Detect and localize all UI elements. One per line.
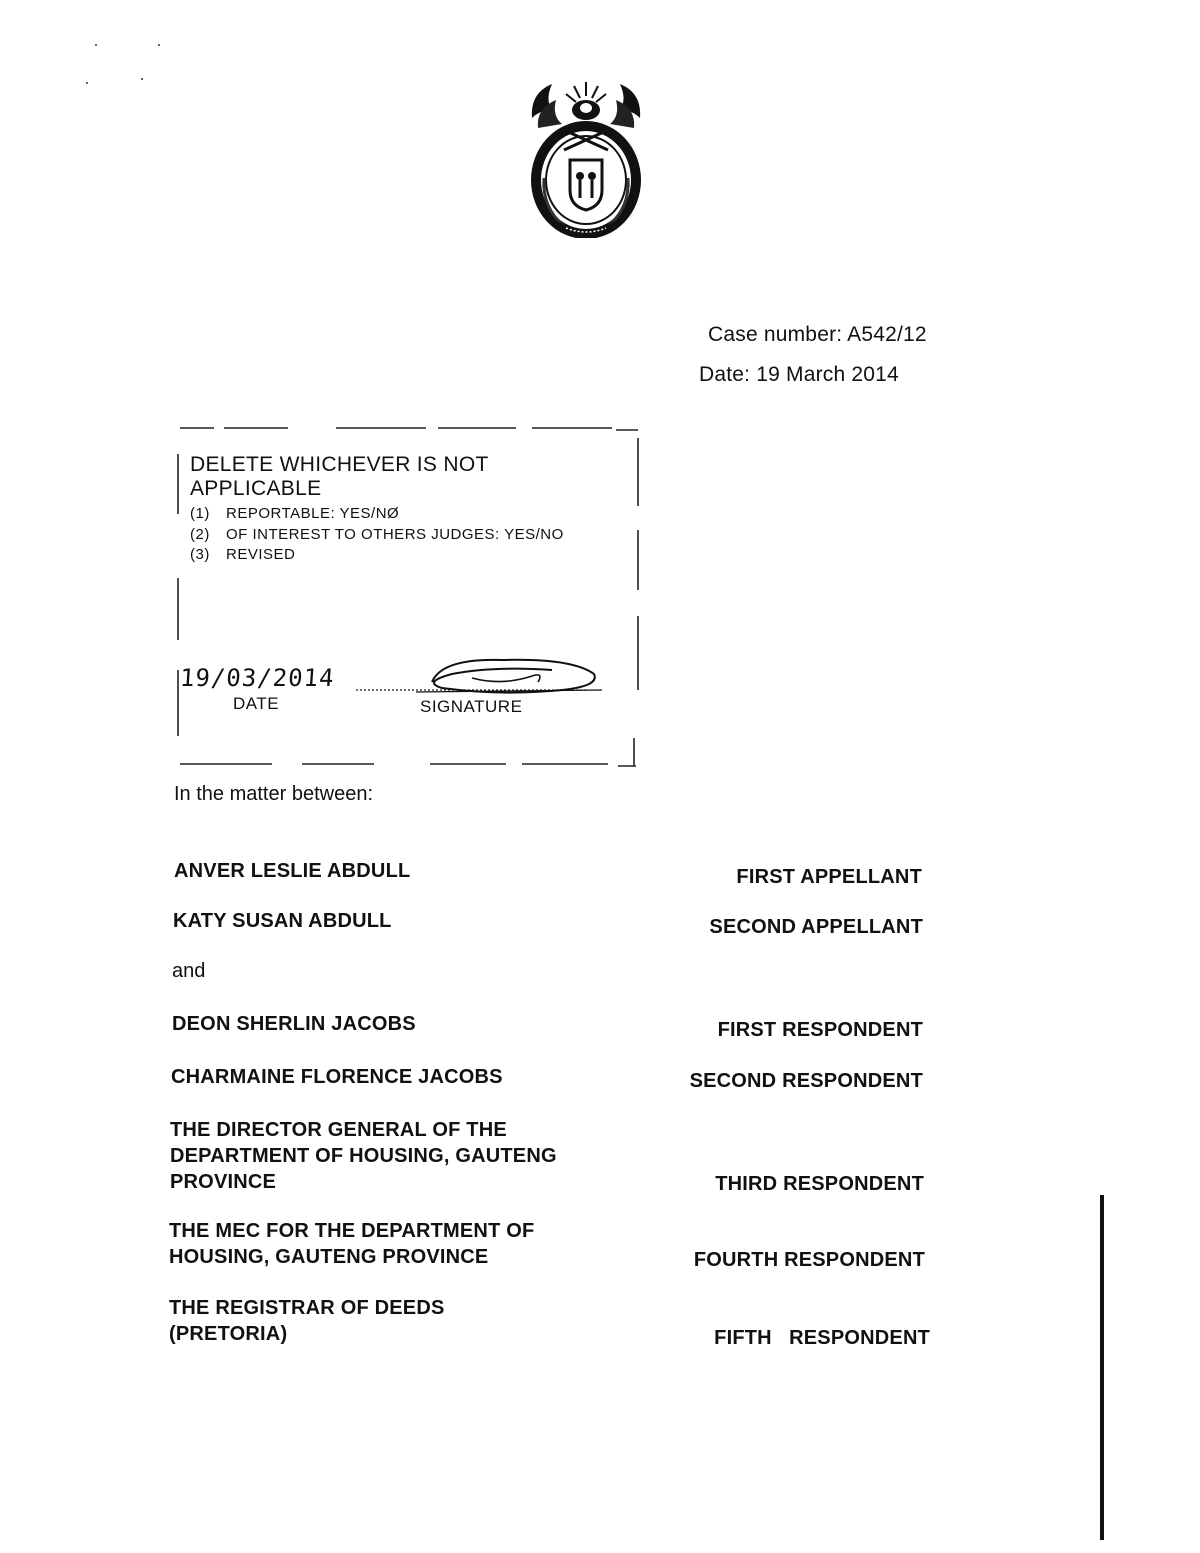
- signature-label: SIGNATURE: [420, 697, 523, 716]
- delete-box-item: [190, 525, 564, 545]
- party-name-line: ANVER LESLIE ABDULL: [174, 860, 411, 882]
- scan-speck: [86, 82, 88, 84]
- party-name: [169, 1295, 445, 1347]
- judgment-date: Date: 19 March 2014: [699, 363, 899, 386]
- case-number: Case number: A542/12: [708, 323, 927, 346]
- party-name: [171, 1064, 503, 1090]
- scan-speck: [158, 44, 160, 46]
- party-role: SECOND APPELLANT: [709, 916, 923, 938]
- party-name: [172, 1011, 416, 1037]
- party-name-line: CHARMAINE FLORENCE JACOBS: [171, 1066, 503, 1088]
- scan-speck: [95, 44, 97, 46]
- party-role: THIRD RESPONDENT: [715, 1173, 924, 1195]
- party-name-line: PROVINCE: [170, 1171, 277, 1193]
- party-name-line: KATY SUSAN ABDULL: [173, 910, 392, 932]
- matter-intro: In the matter between:: [174, 783, 374, 805]
- party-name-line: DEON SHERLIN JACOBS: [172, 1013, 416, 1035]
- signature-scribble-icon: [412, 652, 612, 702]
- party-name-line: HOUSING, GAUTENG PROVINCE: [169, 1246, 489, 1268]
- item-text: REPORTABLE: YES/NØ: [226, 505, 400, 522]
- party-role: FIFTH RESPONDENT: [714, 1327, 930, 1349]
- item-number: (3): [190, 546, 210, 563]
- coat-of-arms-icon: [522, 78, 650, 238]
- party-name-line: THE DIRECTOR GENERAL OF THE: [170, 1119, 507, 1141]
- party-name-line: THE REGISTRAR OF DEEDS: [169, 1297, 445, 1319]
- item-text: OF INTEREST TO OTHERS JUDGES: YES/NO: [226, 526, 564, 543]
- party-role: FIRST APPELLANT: [736, 866, 922, 888]
- delete-box-title: [190, 453, 489, 501]
- party-name: [173, 908, 392, 934]
- item-number: (2): [190, 526, 210, 543]
- party-role: FIRST RESPONDENT: [717, 1019, 923, 1041]
- handwritten-date: 19/03/2014: [179, 664, 336, 692]
- item-text: REVISED: [226, 546, 296, 563]
- party-name: [170, 1117, 557, 1195]
- scan-edge-line: [1100, 1195, 1104, 1540]
- and-separator: and: [172, 960, 206, 982]
- party-name: [174, 858, 410, 884]
- date-label: DATE: [233, 694, 280, 713]
- party-name-line: (PRETORIA): [169, 1323, 288, 1345]
- item-number: (1): [190, 505, 210, 522]
- delete-box-item: [190, 545, 295, 565]
- party-name: [169, 1218, 534, 1270]
- delete-box-title-line1: DELETE WHICHEVER IS NOT: [190, 453, 489, 476]
- scan-speck: [141, 78, 143, 80]
- party-role: FOURTH RESPONDENT: [693, 1249, 925, 1271]
- delete-box-title-line2: APPLICABLE: [190, 477, 322, 500]
- party-name-line: THE MEC FOR THE DEPARTMENT OF: [169, 1220, 535, 1242]
- party-name-line: DEPARTMENT OF HOUSING, GAUTENG: [170, 1145, 557, 1167]
- party-role: SECOND RESPONDENT: [689, 1070, 923, 1092]
- delete-box-item: [190, 504, 399, 524]
